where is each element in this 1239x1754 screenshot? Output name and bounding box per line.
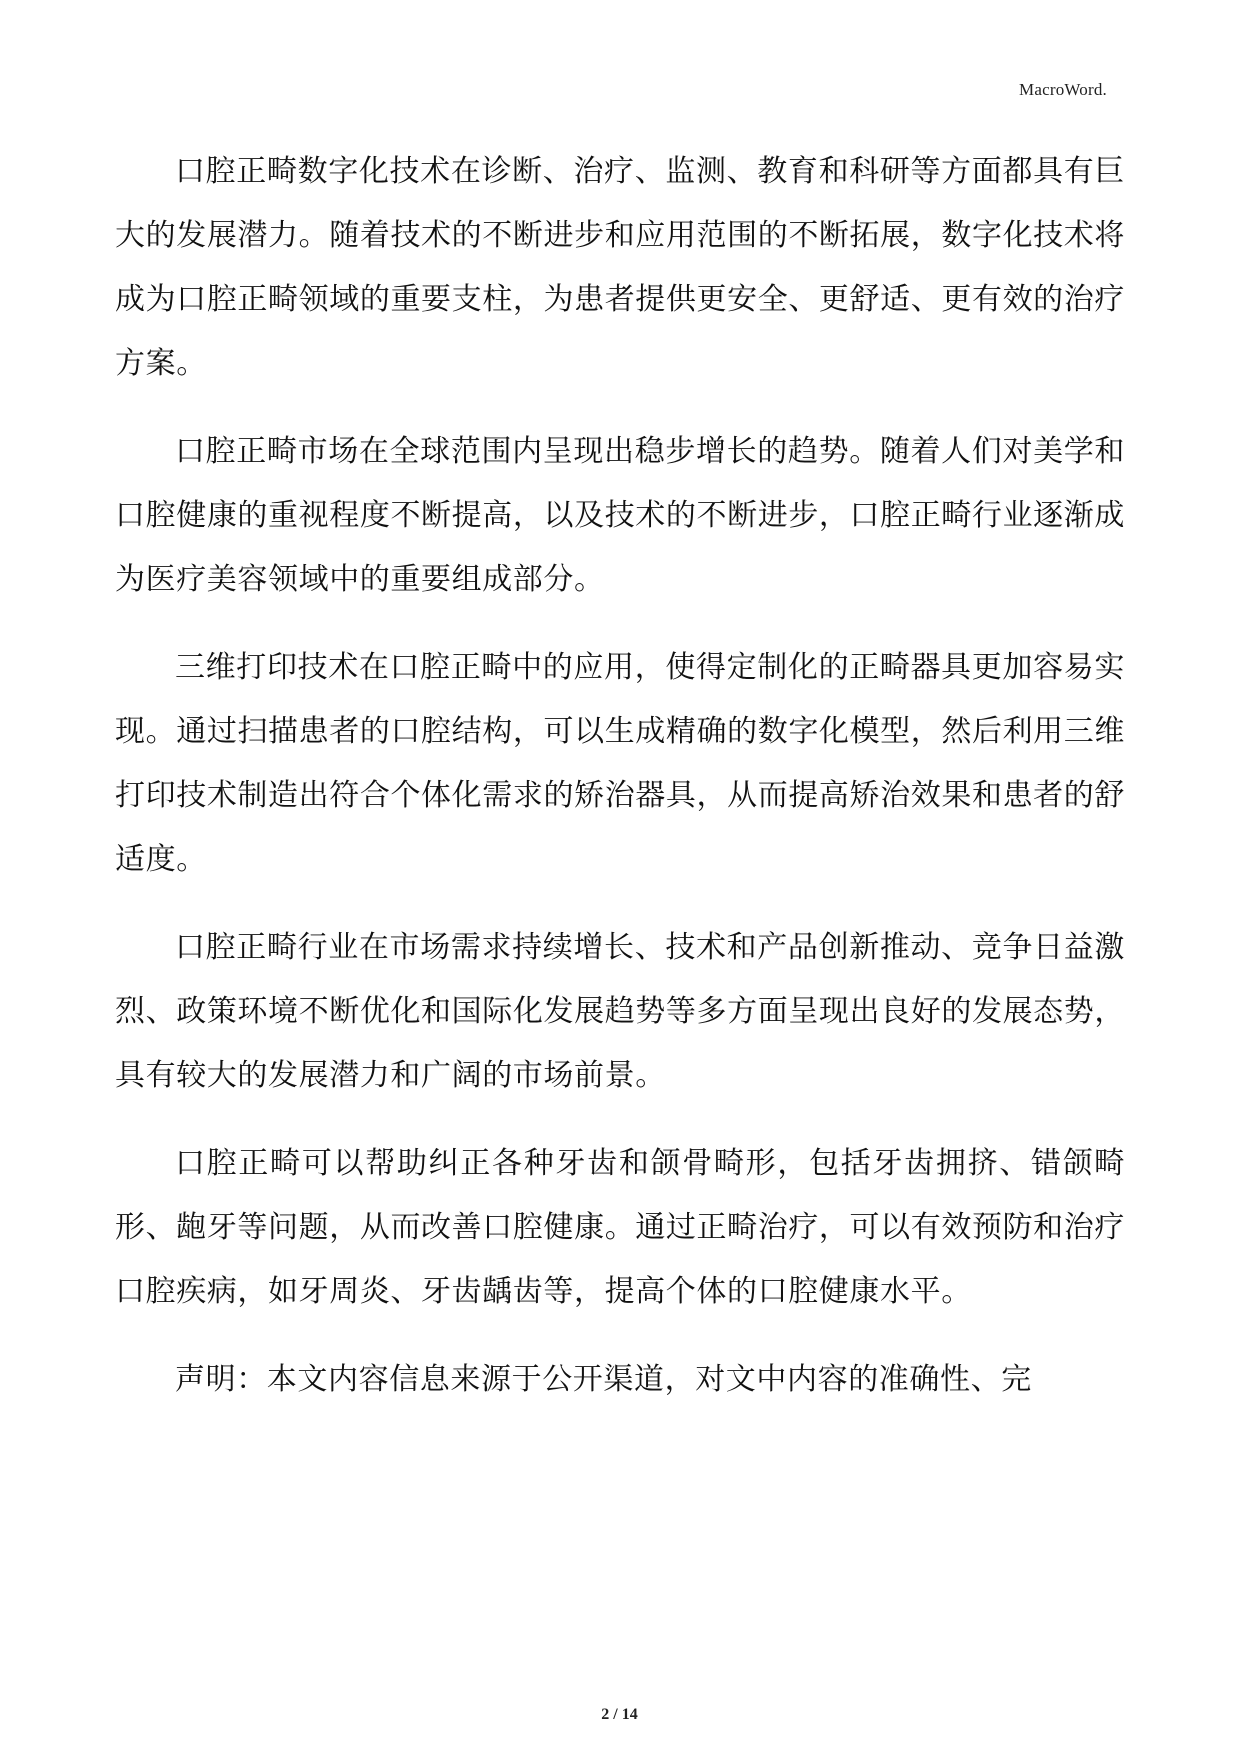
- document-body: [115, 140, 1125, 1436]
- paragraph-market-growth: 口腔正畸市场在全球范围内呈现出稳步增长的趋势。随着人们对美学和口腔健康的重视程度不断提高，以及技术的不断进步，口腔正畸行业逐渐成为医疗美容领域中的重要组成部分。: [115, 434, 1125, 597]
- paragraph-digital-technology: 口腔正畸数字化技术在诊断、治疗、监测、教育和科研等方面都具有巨大的发展潜力。随着技术的不断进步和应用范围的不断拓展，数字化技术将成为口腔正畸领域的重要支柱，为患者提供更安全、更舒适、更有效的治疗方案。: [115, 154, 1125, 381]
- page-number: 2 / 14: [601, 1706, 638, 1723]
- paragraph-disclaimer: 声明：本文内容信息来源于公开渠道，对文中内容的准确性、完: [175, 1362, 1032, 1397]
- paragraph-industry-outlook: 口腔正畸行业在市场需求持续增长、技术和产品创新推动、竞争日益激烈、政策环境不断优化和国际化发展趋势等多方面呈现出良好的发展态势，具有较大的发展潜力和广阔的市场前景。: [115, 930, 1125, 1093]
- header-brand: MacroWord.: [1019, 80, 1107, 99]
- paragraph-3d-printing: 三维打印技术在口腔正畸中的应用，使得定制化的正畸器具更加容易实现。通过扫描患者的口腔结构，可以生成精确的数字化模型，然后利用三维打印技术制造出符合个体化需求的矫治器具，从而提高矫治效果和患者的舒适度。: [115, 650, 1125, 877]
- paragraph-oral-health: 口腔正畸可以帮助纠正各种牙齿和颌骨畸形，包括牙齿拥挤、错颌畸形、龅牙等问题，从而改善口腔健康。通过正畸治疗，可以有效预防和治疗口腔疾病，如牙周炎、牙齿龋齿等，提高个体的口腔健康水平。: [115, 1146, 1125, 1309]
